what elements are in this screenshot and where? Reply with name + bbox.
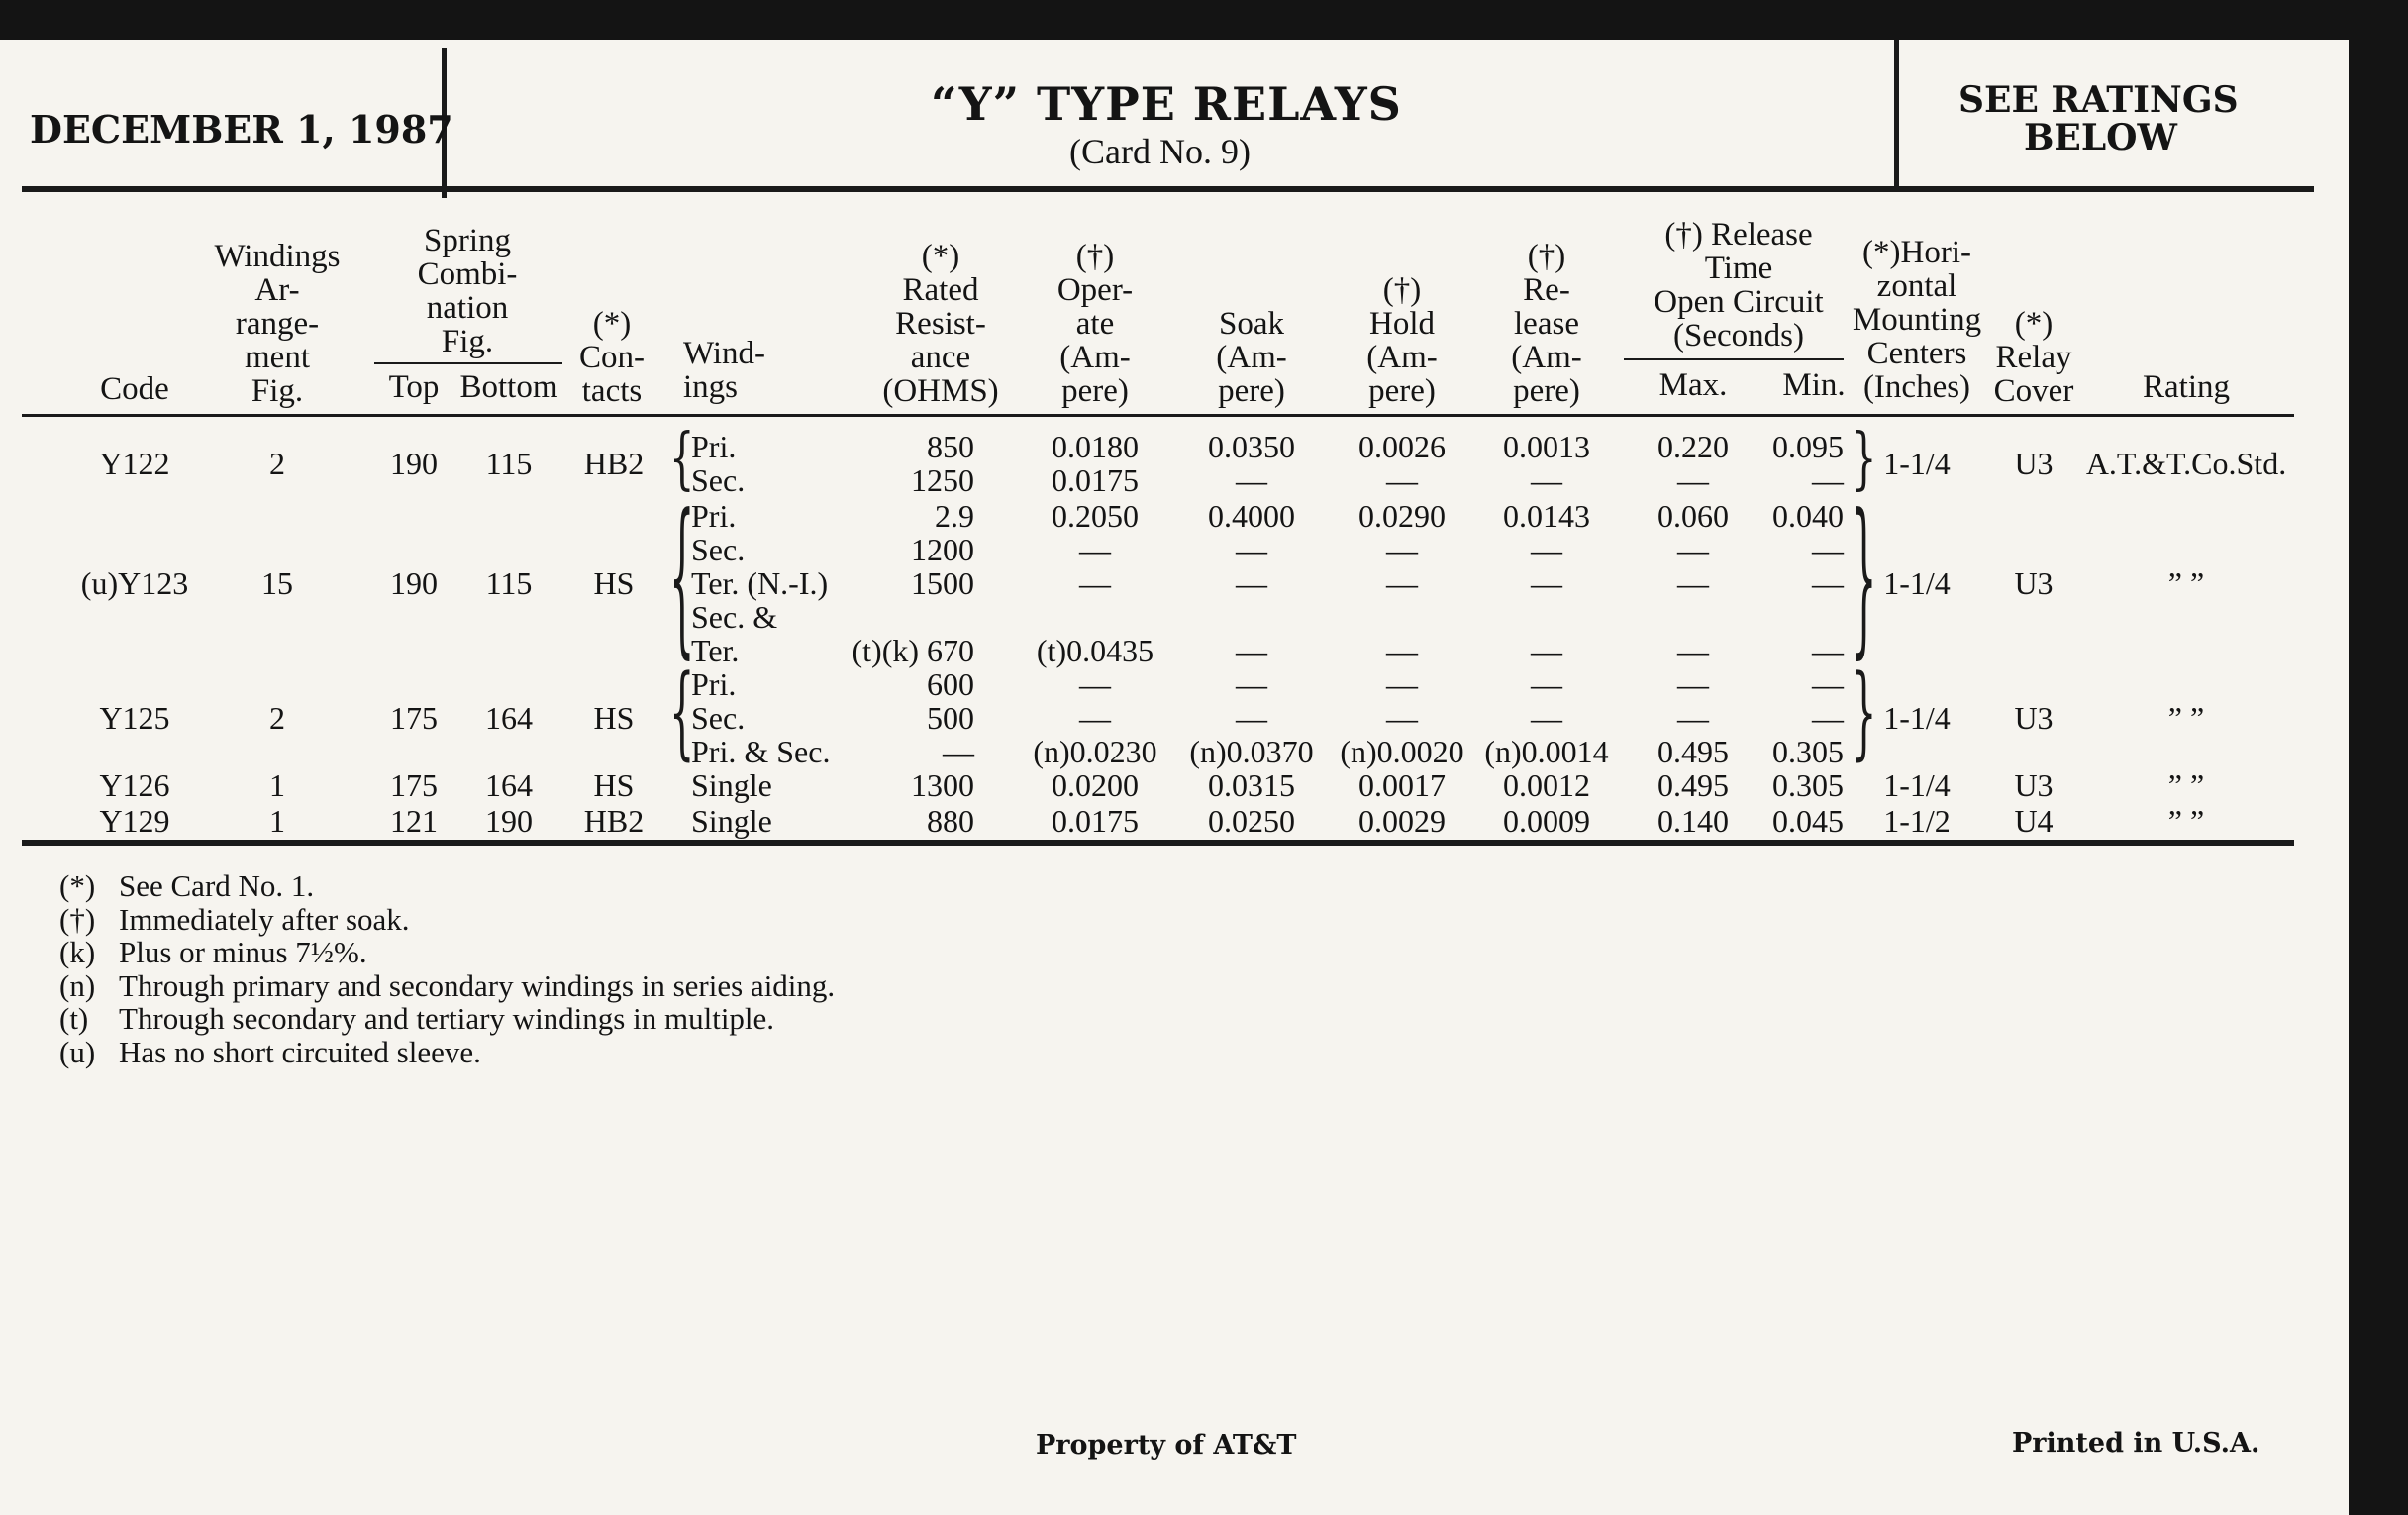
- header-bottom-rule: [22, 414, 2294, 417]
- windings-arrangement-header-line: ment: [245, 340, 310, 375]
- cell-hold: —: [1386, 532, 1418, 567]
- cell-res: 850: [927, 429, 974, 464]
- winding-name: Pri.: [691, 429, 737, 464]
- card-date: DECEMBER 1, 1987: [30, 107, 453, 152]
- cell-min: —: [1812, 565, 1844, 601]
- hold-header-line: pere): [1368, 373, 1436, 409]
- cell-oper: —: [1079, 666, 1111, 702]
- release-header-line: lease: [1514, 306, 1579, 342]
- release-time-header-line: Open Circuit: [1654, 284, 1824, 320]
- cell-rel: —: [1531, 700, 1562, 736]
- relay-rating: ” ”: [2167, 803, 2205, 839]
- footnote-key: (†): [59, 901, 96, 937]
- winding-name: Single: [691, 803, 772, 839]
- cell-res: 1500: [911, 565, 974, 601]
- table-bottom-rule: [22, 840, 2294, 846]
- spring-top: 190: [390, 446, 438, 481]
- operate-header-line: (†): [1075, 239, 1115, 274]
- scan-top-border: [0, 0, 2408, 40]
- cell-min: —: [1812, 700, 1844, 736]
- contacts-header-line: (*): [592, 306, 632, 342]
- cell-oper: (n)0.0230: [1033, 734, 1157, 769]
- spring-top: 175: [390, 700, 438, 736]
- winding-name: Ter. (N.-I.): [691, 565, 829, 601]
- footnote-text: Plus or minus 7½%.: [119, 935, 367, 969]
- cell-rel: —: [1531, 666, 1562, 702]
- ratings-note-line2: BELOW: [2024, 117, 2177, 158]
- cell-max: —: [1677, 565, 1709, 601]
- winding-name: Sec. &: [691, 599, 778, 635]
- winding-name: Pri.: [691, 498, 737, 534]
- cell-hold: —: [1386, 565, 1418, 601]
- cell-min: —: [1812, 633, 1844, 668]
- winding-name: Single: [691, 767, 772, 803]
- mounting-header-line: (Inches): [1862, 369, 1971, 405]
- cell-rel: —: [1531, 565, 1562, 601]
- mounting-centers: 1-1/4: [1883, 767, 1951, 803]
- cell-soak: 0.0315: [1208, 767, 1295, 803]
- cell-min: 0.040: [1772, 498, 1844, 534]
- relay-code: Y126: [99, 767, 170, 803]
- mounting-centers: 1-1/4: [1883, 700, 1951, 736]
- spring-underline: [374, 362, 562, 364]
- cell-min: —: [1812, 666, 1844, 702]
- spring-combination-header-line: nation: [426, 290, 509, 326]
- operate-header-line: (Am-: [1059, 340, 1131, 375]
- operate-header-line: pere): [1061, 373, 1129, 409]
- cell-max: 0.140: [1657, 803, 1729, 839]
- spring-bottom: 115: [485, 446, 533, 481]
- spring-top: 190: [390, 565, 438, 601]
- relay-code: (u)Y123: [80, 565, 189, 601]
- cell-soak: —: [1236, 565, 1267, 601]
- cell-rel: —: [1531, 462, 1562, 498]
- relay-rating: ” ”: [2167, 700, 2205, 736]
- cell-hold: —: [1386, 633, 1418, 668]
- header-rule: [22, 186, 2314, 192]
- release-time-underline: [1624, 358, 1844, 360]
- relay-cover: U3: [2014, 700, 2054, 736]
- relay-fig: 2: [269, 446, 285, 481]
- cell-oper: 0.2050: [1052, 498, 1139, 534]
- card-number: (Card No. 9): [1069, 132, 1251, 171]
- relay-fig: 1: [269, 803, 285, 839]
- winding-name: Sec.: [691, 700, 746, 736]
- windings-arrangement-header-line: Windings: [214, 239, 341, 274]
- relay-contacts: HB2: [583, 803, 645, 839]
- cell-hold: —: [1386, 462, 1418, 498]
- hold-header-line: (†): [1382, 272, 1422, 308]
- mounting-header-line: (*)Hori-: [1862, 235, 1971, 270]
- hold-header-line: (Am-: [1366, 340, 1438, 375]
- code-header: Code: [100, 371, 169, 407]
- rated-resistance-header-line: Resist-: [895, 306, 986, 342]
- cell-max: 0.060: [1657, 498, 1729, 534]
- windings-arrangement-header-line: Fig.: [251, 373, 304, 409]
- hold-header-line: Hold: [1369, 306, 1435, 342]
- spring-bottom: 190: [485, 803, 533, 839]
- left-brace-icon: {: [669, 420, 695, 499]
- contacts-header-line: Con-: [579, 340, 645, 375]
- winding-name: Pri. & Sec.: [691, 734, 831, 769]
- winding-name: Sec.: [691, 532, 746, 567]
- header-divider-right: [1894, 40, 1899, 186]
- mounting-centers: 1-1/4: [1883, 565, 1951, 601]
- release-header-line: (Am-: [1511, 340, 1582, 375]
- spring-bottom: 115: [485, 565, 533, 601]
- cell-soak: —: [1236, 532, 1267, 567]
- cell-soak: —: [1236, 700, 1267, 736]
- cell-soak: 0.0350: [1208, 429, 1295, 464]
- cell-rel: —: [1531, 633, 1562, 668]
- windings-arrangement-header-line: Ar-: [254, 272, 300, 308]
- cell-soak: —: [1236, 666, 1267, 702]
- cell-soak: 0.4000: [1208, 498, 1295, 534]
- cell-oper: —: [1079, 532, 1111, 567]
- cell-res: 1200: [911, 532, 974, 567]
- relay-cover-header-line: Relay: [1995, 340, 2072, 375]
- mounting-header-line: Centers: [1866, 336, 1967, 371]
- footnote-key: (n): [59, 967, 96, 1003]
- ratings-note-line1: SEE RATINGS: [1958, 79, 2239, 121]
- mounting-centers: 1-1/2: [1883, 803, 1951, 839]
- spring-bottom-header: Bottom: [459, 369, 558, 405]
- relay-cover: U3: [2014, 565, 2054, 601]
- release-time-header-line: (†) Release: [1664, 217, 1813, 252]
- winding-name: Ter.: [691, 633, 740, 668]
- cell-hold: —: [1386, 666, 1418, 702]
- cell-max: 0.220: [1657, 429, 1729, 464]
- cell-oper: —: [1079, 700, 1111, 736]
- relay-fig: 15: [261, 565, 293, 601]
- cell-hold: —: [1386, 700, 1418, 736]
- mounting-centers: 1-1/4: [1883, 446, 1951, 481]
- winding-name: Pri.: [691, 666, 737, 702]
- contacts-header-line: tacts: [581, 373, 643, 409]
- release-header-line: pere): [1513, 373, 1580, 409]
- spring-bottom: 164: [485, 700, 533, 736]
- rated-resistance-header-line: (*): [921, 239, 960, 274]
- operate-header-line: Oper-: [1056, 272, 1134, 308]
- relay-fig: 1: [269, 767, 285, 803]
- windings-arrangement-header-line: range-: [235, 306, 320, 342]
- cell-oper: 0.0175: [1052, 462, 1139, 498]
- footnote-key: (u): [59, 1034, 96, 1069]
- cell-res: 1300: [911, 767, 974, 803]
- cell-min: 0.305: [1772, 767, 1844, 803]
- footnote-text: Has no short circuited sleeve.: [119, 1034, 481, 1069]
- spring-combination-header-line: Spring: [423, 223, 511, 258]
- release-time-header-line: (Seconds): [1673, 318, 1804, 354]
- rated-resistance-header-line: ance: [910, 340, 971, 375]
- release-time-max-header: Max.: [1658, 367, 1728, 403]
- right-brace-icon: }: [1852, 420, 1877, 499]
- relay-contacts: HS: [593, 767, 635, 803]
- relay-cover-header-line: Cover: [1993, 373, 2074, 409]
- cell-oper: 0.0175: [1052, 803, 1139, 839]
- cell-hold: 0.0017: [1358, 767, 1446, 803]
- cell-res: —: [943, 734, 974, 769]
- relay-code: Y122: [99, 446, 170, 481]
- cell-hold: 0.0026: [1358, 429, 1446, 464]
- cell-res: (t)(k) 670: [852, 633, 974, 668]
- footnote-text: See Card No. 1.: [119, 868, 315, 903]
- footnote-key: (k): [59, 935, 96, 969]
- footnote-text: Through secondary and tertiary windings in multiple.: [119, 1001, 775, 1036]
- relay-cover: U4: [2014, 803, 2054, 839]
- soak-header-line: (Am-: [1216, 340, 1287, 375]
- cell-oper: 0.0180: [1052, 429, 1139, 464]
- relay-contacts: HB2: [583, 446, 645, 481]
- cell-rel: (n)0.0014: [1484, 734, 1609, 769]
- release-header-line: Re-: [1523, 272, 1570, 308]
- relay-rating: ” ”: [2167, 767, 2205, 803]
- relay-cover-header-line: (*): [2014, 306, 2054, 342]
- cell-min: 0.095: [1772, 429, 1844, 464]
- cell-res: 880: [927, 803, 974, 839]
- release-header-line: (†): [1527, 239, 1566, 274]
- spring-top: 175: [390, 767, 438, 803]
- rated-resistance-header-line: (OHMS): [882, 373, 999, 409]
- left-brace-icon: {: [669, 656, 695, 772]
- cell-oper: 0.0200: [1052, 767, 1139, 803]
- operate-header-line: ate: [1075, 306, 1115, 342]
- relay-cover: U3: [2014, 767, 2054, 803]
- cell-oper: —: [1079, 565, 1111, 601]
- cell-hold: (n)0.0020: [1340, 734, 1464, 769]
- relay-rating: A.T.&T.Co.Std.: [2085, 446, 2287, 481]
- cell-max: —: [1677, 532, 1709, 567]
- relay-cover: U3: [2014, 446, 2054, 481]
- cell-max: —: [1677, 700, 1709, 736]
- spring-bottom: 164: [485, 767, 533, 803]
- mounting-header-line: Mounting: [1852, 302, 1982, 338]
- cell-res: 600: [927, 666, 974, 702]
- release-time-header-line: Time: [1704, 251, 1773, 286]
- windings-header-line: Wind-: [683, 336, 765, 371]
- cell-oper: (t)0.0435: [1036, 633, 1154, 668]
- spring-top-header: Top: [388, 369, 440, 405]
- cell-res: 1250: [911, 462, 974, 498]
- cell-rel: 0.0143: [1503, 498, 1590, 534]
- left-brace-icon: {: [669, 482, 695, 676]
- rating-header: Rating: [2143, 369, 2230, 405]
- cell-soak: —: [1236, 462, 1267, 498]
- soak-header-line: pere): [1218, 373, 1285, 409]
- footnote-text: Immediately after soak.: [119, 901, 410, 937]
- cell-max: —: [1677, 633, 1709, 668]
- scan-right-border: [2349, 0, 2408, 1515]
- winding-name: Sec.: [691, 462, 746, 498]
- printed-footer: Printed in U.S.A.: [2012, 1428, 2260, 1459]
- relay-fig: 2: [269, 700, 285, 736]
- footnote-key: (t): [59, 1001, 89, 1036]
- cell-max: —: [1677, 462, 1709, 498]
- cell-min: —: [1812, 462, 1844, 498]
- cell-min: 0.305: [1772, 734, 1844, 769]
- relay-code: Y125: [99, 700, 170, 736]
- cell-soak: 0.0250: [1208, 803, 1295, 839]
- footnote-text: Through primary and secondary windings in series aiding.: [119, 967, 836, 1003]
- footnote-key: (*): [59, 868, 96, 903]
- relay-rating: ” ”: [2167, 565, 2205, 601]
- cell-res: 2.9: [935, 498, 974, 534]
- release-time-min-header: Min.: [1782, 367, 1846, 403]
- spring-combination-header-line: Combi-: [417, 256, 518, 292]
- cell-max: 0.495: [1657, 767, 1729, 803]
- rated-resistance-header-line: Rated: [902, 272, 979, 308]
- mounting-header-line: zontal: [1876, 268, 1957, 304]
- windings-header: [683, 337, 765, 404]
- cell-max: —: [1677, 666, 1709, 702]
- cell-rel: 0.0013: [1503, 429, 1590, 464]
- card-title: “Y” TYPE RELAYS: [931, 77, 1402, 131]
- right-brace-icon: }: [1852, 656, 1877, 772]
- spring-combination-header-line: Fig.: [441, 324, 494, 359]
- cell-rel: —: [1531, 532, 1562, 567]
- cell-max: 0.495: [1657, 734, 1729, 769]
- property-footer: Property of AT&T: [1036, 1430, 1297, 1461]
- soak-header-line: Soak: [1219, 306, 1284, 342]
- cell-soak: (n)0.0370: [1189, 734, 1314, 769]
- cell-hold: 0.0290: [1358, 498, 1446, 534]
- right-brace-icon: }: [1852, 482, 1877, 676]
- cell-rel: 0.0009: [1503, 803, 1590, 839]
- cell-min: —: [1812, 532, 1844, 567]
- relay-card: [0, 40, 2349, 1515]
- cell-rel: 0.0012: [1503, 767, 1590, 803]
- relay-contacts: HS: [593, 565, 635, 601]
- relay-contacts: HS: [593, 700, 635, 736]
- windings-header-line: ings: [683, 369, 739, 405]
- spring-top: 121: [390, 803, 438, 839]
- relay-code: Y129: [99, 803, 170, 839]
- cell-min: 0.045: [1772, 803, 1844, 839]
- cell-hold: 0.0029: [1358, 803, 1446, 839]
- cell-res: 500: [927, 700, 974, 736]
- cell-soak: —: [1236, 633, 1267, 668]
